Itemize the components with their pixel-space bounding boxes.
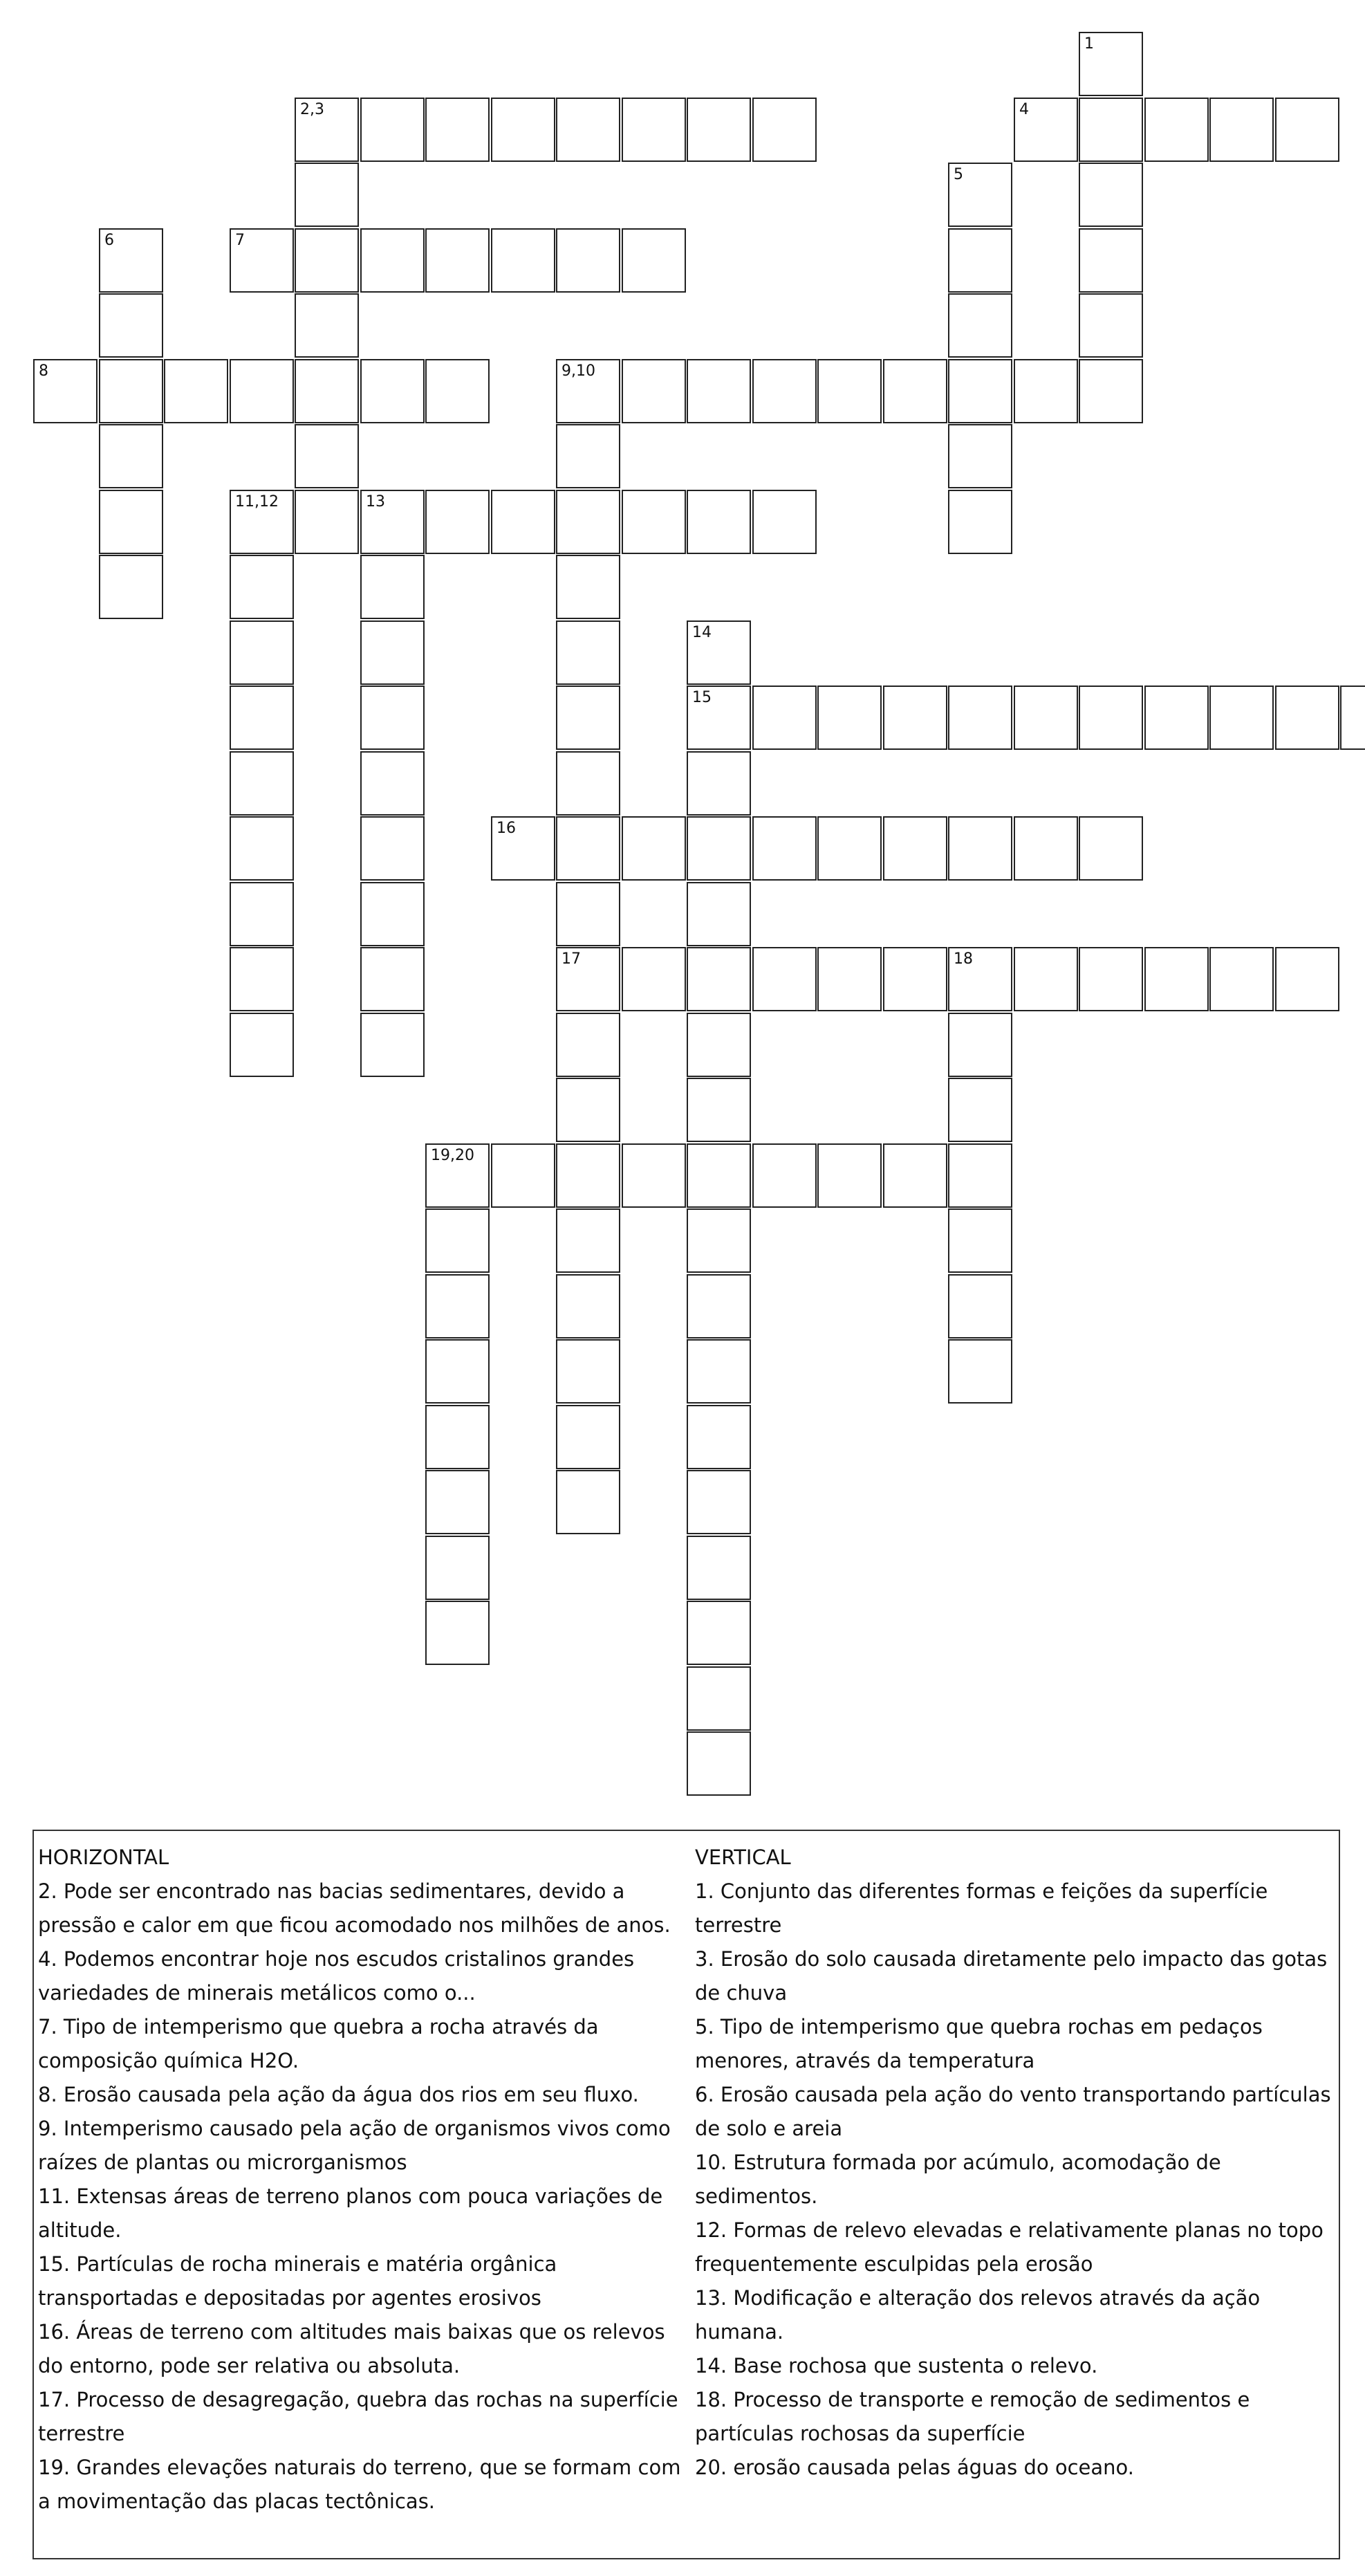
crossword-cell[interactable] bbox=[360, 1013, 425, 1077]
clue-number: 2,3 bbox=[300, 101, 324, 118]
crossword-cell[interactable] bbox=[948, 424, 1012, 488]
crossword-cell[interactable] bbox=[230, 947, 294, 1011]
crossword-cell[interactable] bbox=[556, 98, 620, 162]
crossword-cell[interactable] bbox=[622, 228, 686, 293]
crossword-cell[interactable] bbox=[99, 424, 163, 488]
crossword-cell[interactable] bbox=[687, 359, 751, 423]
crossword-cell[interactable] bbox=[752, 490, 817, 554]
clue-number: 18 bbox=[954, 950, 973, 968]
clue-vertical-6: 6. Erosão causada pela ação do vento transportando partículas de solo e areia bbox=[695, 2083, 1331, 2140]
crossword-cell[interactable] bbox=[1014, 686, 1078, 750]
clue-vertical-13: 13. Modificação e alteração dos relevos através da ação humana. bbox=[695, 2286, 1261, 2344]
crossword-cell[interactable] bbox=[491, 1143, 555, 1208]
crossword-cell[interactable] bbox=[556, 1013, 620, 1077]
crossword-cell[interactable] bbox=[556, 686, 620, 750]
crossword-cell[interactable] bbox=[687, 882, 751, 946]
crossword-cell[interactable] bbox=[948, 1013, 1012, 1077]
crossword-cell[interactable] bbox=[295, 490, 359, 554]
crossword-cell[interactable] bbox=[1275, 686, 1339, 750]
crossword-cell[interactable] bbox=[556, 359, 620, 423]
crossword-cell[interactable] bbox=[948, 163, 1012, 227]
clue-number: 13 bbox=[366, 493, 385, 510]
crossword-cell[interactable] bbox=[948, 359, 1012, 423]
crossword-cell[interactable] bbox=[556, 947, 620, 1011]
crossword-cell[interactable] bbox=[556, 424, 620, 488]
crossword-cell[interactable] bbox=[687, 1731, 751, 1796]
crossword-cell[interactable] bbox=[687, 1143, 751, 1208]
crossword-cell[interactable] bbox=[1144, 98, 1209, 162]
crossword-cell[interactable] bbox=[295, 359, 359, 423]
crossword-cell[interactable] bbox=[360, 947, 425, 1011]
crossword-cell[interactable] bbox=[1079, 947, 1143, 1011]
clue-vertical-12: 12. Formas de relevo elevadas e relativamente planas no topo frequentemente esculpidas pela erosão bbox=[695, 2218, 1324, 2276]
clue-number: 7 bbox=[235, 232, 245, 249]
crossword-cell[interactable] bbox=[622, 1143, 686, 1208]
crossword-cell[interactable] bbox=[687, 1274, 751, 1338]
crossword-cell[interactable] bbox=[425, 1405, 490, 1469]
crossword-cell[interactable] bbox=[425, 98, 490, 162]
clue-vertical-18: 18. Processo de transporte e remoção de sedimentos e partículas rochosas da superfície bbox=[695, 2388, 1250, 2445]
clue-number: 16 bbox=[496, 820, 516, 837]
clue-number: 15 bbox=[692, 689, 712, 706]
crossword-cell[interactable] bbox=[556, 816, 620, 881]
crossword-cell[interactable] bbox=[99, 555, 163, 619]
crossword-cell[interactable] bbox=[687, 490, 751, 554]
crossword-cell[interactable] bbox=[687, 751, 751, 816]
crossword-cell[interactable] bbox=[1079, 163, 1143, 227]
crossword-cell[interactable] bbox=[817, 686, 882, 750]
crossword-cell[interactable] bbox=[360, 686, 425, 750]
crossword-cell[interactable] bbox=[687, 1470, 751, 1534]
crossword-cell[interactable] bbox=[883, 686, 947, 750]
crossword-cell[interactable] bbox=[425, 1601, 490, 1665]
crossword-cell[interactable] bbox=[883, 947, 947, 1011]
crossword-cell[interactable] bbox=[33, 359, 98, 423]
crossword-cell[interactable] bbox=[817, 1143, 882, 1208]
crossword-cell[interactable] bbox=[1014, 947, 1078, 1011]
clue-number: 9,10 bbox=[561, 362, 595, 380]
crossword-cell[interactable] bbox=[1209, 947, 1274, 1011]
clue-vertical-3: 3. Erosão do solo causada diretamente pelo impacto das gotas de chuva bbox=[695, 1947, 1328, 2005]
crossword-cell[interactable] bbox=[948, 947, 1012, 1011]
crossword-cell[interactable] bbox=[360, 359, 425, 423]
crossword-cell[interactable] bbox=[1079, 228, 1143, 293]
crossword-cell[interactable] bbox=[687, 1339, 751, 1404]
clue-number: 5 bbox=[954, 166, 963, 183]
crossword-cell[interactable] bbox=[491, 816, 555, 881]
crossword-cell[interactable] bbox=[295, 424, 359, 488]
crossword-cell[interactable] bbox=[687, 1666, 751, 1731]
crossword-cell[interactable] bbox=[295, 293, 359, 358]
crossword-cell[interactable] bbox=[1014, 359, 1078, 423]
crossword-cell[interactable] bbox=[556, 1274, 620, 1338]
crossword-cell[interactable] bbox=[556, 228, 620, 293]
crossword-cell[interactable] bbox=[491, 228, 555, 293]
crossword-cell[interactable] bbox=[556, 1405, 620, 1469]
crossword-cell[interactable] bbox=[1079, 293, 1143, 358]
crossword-cell[interactable] bbox=[360, 751, 425, 816]
crossword-cell[interactable] bbox=[556, 882, 620, 946]
crossword-cell[interactable] bbox=[230, 882, 294, 946]
clue-horizontal-8: 8. Erosão causada pela ação da água dos rios em seu fluxo. bbox=[38, 2083, 639, 2106]
crossword-cell[interactable] bbox=[1209, 98, 1274, 162]
crossword-cell[interactable] bbox=[230, 816, 294, 881]
crossword-cell[interactable] bbox=[230, 490, 294, 554]
crossword-cell[interactable] bbox=[948, 228, 1012, 293]
crossword-cell[interactable] bbox=[622, 98, 686, 162]
crossword-cell[interactable] bbox=[948, 1274, 1012, 1338]
clue-horizontal-4: 4. Podemos encontrar hoje nos escudos cristalinos grandes variedades de minerais metálicos como o... bbox=[38, 1947, 635, 2005]
crossword-cell[interactable] bbox=[1079, 816, 1143, 881]
crossword-cell[interactable] bbox=[295, 98, 359, 162]
crossword-cell[interactable] bbox=[360, 816, 425, 881]
crossword-cell[interactable] bbox=[622, 816, 686, 881]
crossword-cell[interactable] bbox=[556, 620, 620, 685]
horizontal-heading: HORIZONTAL bbox=[38, 1846, 169, 1869]
crossword-cell[interactable] bbox=[752, 686, 817, 750]
clue-number: 19,20 bbox=[431, 1147, 474, 1164]
crossword-cell[interactable] bbox=[687, 816, 751, 881]
crossword-cell[interactable] bbox=[687, 98, 751, 162]
clue-vertical-20: 20. erosão causada pelas águas do oceano. bbox=[695, 2456, 1134, 2479]
crossword-cell[interactable] bbox=[948, 490, 1012, 554]
crossword-cell[interactable] bbox=[817, 947, 882, 1011]
clue-horizontal-7: 7. Tipo de intemperismo que quebra a rocha através da composição química H2O. bbox=[38, 2015, 599, 2072]
crossword-cell[interactable] bbox=[230, 751, 294, 816]
crossword-cell[interactable] bbox=[230, 686, 294, 750]
clue-number: 8 bbox=[39, 362, 48, 380]
crossword-cell[interactable] bbox=[556, 490, 620, 554]
crossword-cell[interactable] bbox=[425, 359, 490, 423]
crossword-cell[interactable] bbox=[425, 1339, 490, 1404]
crossword-cell[interactable] bbox=[948, 816, 1012, 881]
crossword-cell[interactable] bbox=[556, 751, 620, 816]
crossword-cell[interactable] bbox=[687, 686, 751, 750]
crossword-cell[interactable] bbox=[948, 1143, 1012, 1208]
crossword-cell[interactable] bbox=[99, 293, 163, 358]
clue-vertical-14: 14. Base rochosa que sustenta o relevo. bbox=[695, 2354, 1098, 2377]
clue-number: 4 bbox=[1019, 101, 1029, 118]
crossword-cell[interactable] bbox=[1209, 686, 1274, 750]
crossword-cell[interactable] bbox=[360, 882, 425, 946]
clue-number: 6 bbox=[104, 232, 114, 249]
crossword-cell[interactable] bbox=[425, 490, 490, 554]
crossword-cell[interactable] bbox=[295, 228, 359, 293]
clue-vertical-10: 10. Estrutura formada por acúmulo, acomodação de sedimentos. bbox=[695, 2151, 1221, 2208]
crossword-cell[interactable] bbox=[948, 1339, 1012, 1404]
clue-vertical-5: 5. Tipo de intemperismo que quebra rochas em pedaços menores, através da temperatura bbox=[695, 2015, 1263, 2072]
crossword-cell[interactable] bbox=[1275, 947, 1339, 1011]
crossword-cell[interactable] bbox=[556, 1208, 620, 1273]
crossword-cell[interactable] bbox=[1144, 686, 1209, 750]
crossword-cell[interactable] bbox=[360, 98, 425, 162]
horizontal-clues bbox=[38, 1841, 695, 2519]
crossword-cell[interactable] bbox=[883, 359, 947, 423]
crossword-cell[interactable] bbox=[360, 555, 425, 619]
crossword-cell[interactable] bbox=[622, 947, 686, 1011]
crossword-cell[interactable] bbox=[425, 1208, 490, 1273]
crossword-cell[interactable] bbox=[556, 555, 620, 619]
crossword-cell[interactable] bbox=[360, 620, 425, 685]
crossword-cell[interactable] bbox=[295, 163, 359, 227]
crossword-cell[interactable] bbox=[883, 816, 947, 881]
crossword-cell[interactable] bbox=[230, 555, 294, 619]
crossword-cell[interactable] bbox=[230, 228, 294, 293]
vertical-clues bbox=[695, 1841, 1335, 2485]
clue-horizontal-16: 16. Áreas de terreno com altitudes mais baixas que os relevos do entorno, pode ser relativa ou absoluta. bbox=[38, 2320, 665, 2377]
crossword-cell[interactable] bbox=[752, 359, 817, 423]
crossword-cell[interactable] bbox=[1275, 98, 1339, 162]
crossword-cell[interactable] bbox=[1079, 32, 1143, 96]
clue-horizontal-19: 19. Grandes elevações naturais do terreno, que se formam com a movimentação das placas tectônicas. bbox=[38, 2456, 681, 2513]
crossword-cell[interactable] bbox=[687, 1601, 751, 1665]
clue-horizontal-15: 15. Partículas de rocha minerais e matéria orgânica transportadas e depositadas por agentes erosivos bbox=[38, 2252, 557, 2310]
crossword-cell[interactable] bbox=[491, 490, 555, 554]
crossword-cell[interactable] bbox=[687, 620, 751, 685]
crossword-cell[interactable] bbox=[687, 1013, 751, 1077]
crossword-cell[interactable] bbox=[1144, 947, 1209, 1011]
clue-horizontal-17: 17. Processo de desagregação, quebra das rochas na superfície terrestre bbox=[38, 2388, 678, 2445]
crossword-cell[interactable] bbox=[948, 1208, 1012, 1273]
crossword-cell[interactable] bbox=[1014, 98, 1078, 162]
crossword-cell[interactable] bbox=[752, 98, 817, 162]
vertical-heading: VERTICAL bbox=[695, 1846, 791, 1869]
crossword-cell[interactable] bbox=[752, 816, 817, 881]
crossword-cell[interactable] bbox=[817, 816, 882, 881]
clue-horizontal-11: 11. Extensas áreas de terreno planos com pouca variações de altitude. bbox=[38, 2184, 663, 2242]
clue-horizontal-2: 2. Pode ser encontrado nas bacias sedimentares, devido a pressão e calor em que ficou acomodado nos milhões de anos. bbox=[38, 1879, 671, 1937]
crossword-cell[interactable] bbox=[425, 228, 490, 293]
clue-vertical-1: 1. Conjunto das diferentes formas e feições da superfície terrestre bbox=[695, 1879, 1268, 1937]
crossword-cell[interactable] bbox=[752, 947, 817, 1011]
crossword-cell[interactable] bbox=[622, 490, 686, 554]
crossword-cell[interactable] bbox=[687, 1078, 751, 1142]
crossword-cell[interactable] bbox=[1079, 359, 1143, 423]
crossword-cell[interactable] bbox=[360, 228, 425, 293]
crossword-cell[interactable] bbox=[556, 1078, 620, 1142]
crossword-cell[interactable] bbox=[230, 359, 294, 423]
crossword-cell[interactable] bbox=[230, 1013, 294, 1077]
clue-horizontal-9: 9. Intemperismo causado pela ação de organismos vivos como raízes de plantas ou microrganismos bbox=[38, 2117, 671, 2174]
crossword-cell[interactable] bbox=[622, 359, 686, 423]
crossword-cell[interactable] bbox=[99, 359, 163, 423]
crossword-cell[interactable] bbox=[425, 1274, 490, 1338]
crossword-cell[interactable] bbox=[883, 1143, 947, 1208]
crossword-cell[interactable] bbox=[687, 1208, 751, 1273]
crossword-cell[interactable] bbox=[687, 947, 751, 1011]
crossword-cell[interactable] bbox=[1340, 686, 1365, 750]
crossword-cell[interactable] bbox=[687, 1536, 751, 1600]
crossword-cell[interactable] bbox=[425, 1536, 490, 1600]
crossword-cell[interactable] bbox=[556, 1143, 620, 1208]
crossword-cell[interactable] bbox=[948, 1078, 1012, 1142]
crossword-cell[interactable] bbox=[556, 1339, 620, 1404]
crossword-cell[interactable] bbox=[425, 1143, 490, 1208]
crossword-cell[interactable] bbox=[99, 490, 163, 554]
clue-number: 17 bbox=[561, 950, 581, 968]
crossword-cell[interactable] bbox=[948, 293, 1012, 358]
crossword-cell[interactable] bbox=[687, 1405, 751, 1469]
crossword-cell[interactable] bbox=[360, 490, 425, 554]
crossword-cell[interactable] bbox=[817, 359, 882, 423]
crossword-cell[interactable] bbox=[556, 1470, 620, 1534]
crossword-cell[interactable] bbox=[1014, 816, 1078, 881]
crossword-cell[interactable] bbox=[948, 686, 1012, 750]
crossword-cell[interactable] bbox=[164, 359, 228, 423]
crossword-cell[interactable] bbox=[1079, 98, 1143, 162]
crossword-cell[interactable] bbox=[491, 98, 555, 162]
clue-number: 11,12 bbox=[235, 493, 279, 510]
crossword-cell[interactable] bbox=[425, 1470, 490, 1534]
clue-number: 14 bbox=[692, 624, 712, 641]
crossword-cell[interactable] bbox=[230, 620, 294, 685]
clues-box bbox=[32, 1830, 1340, 2559]
crossword-cell[interactable] bbox=[1079, 686, 1143, 750]
crossword-cell[interactable] bbox=[752, 1143, 817, 1208]
crossword-cell[interactable] bbox=[99, 228, 163, 293]
clue-number: 1 bbox=[1084, 35, 1094, 53]
